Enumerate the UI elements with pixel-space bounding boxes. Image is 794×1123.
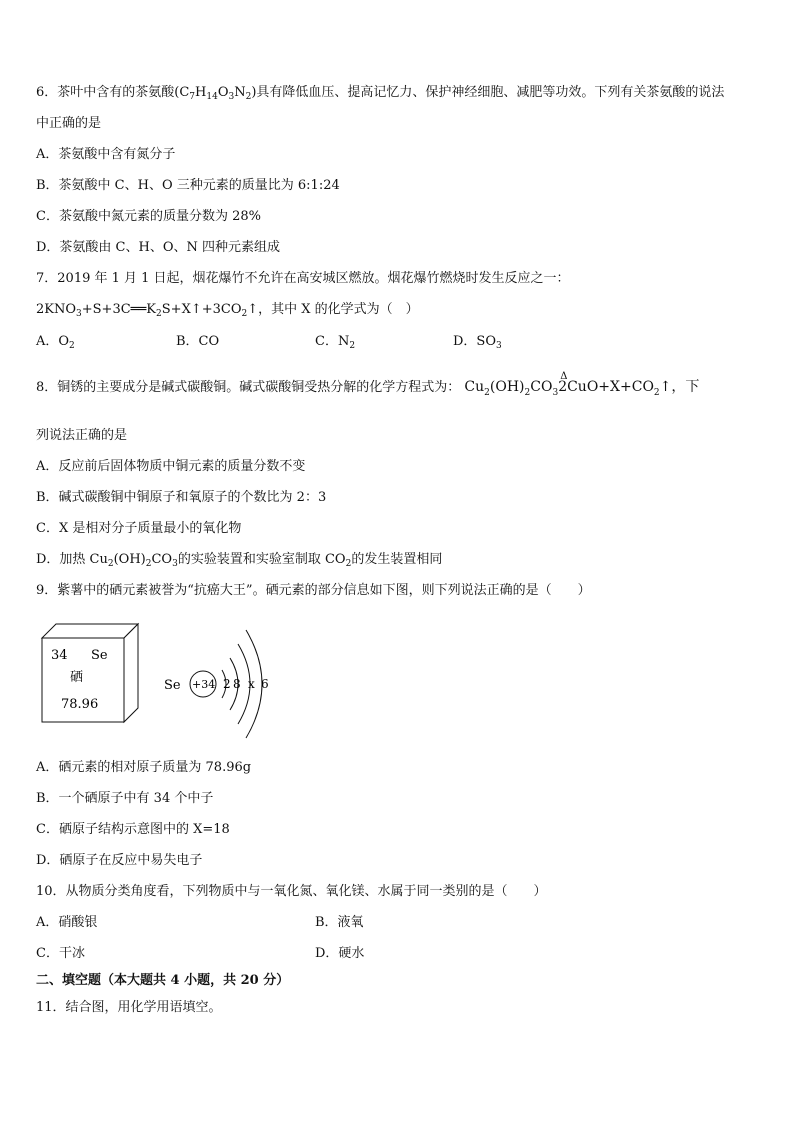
shell-count-4: 6 — [261, 677, 269, 691]
opt-sub: 3 — [496, 341, 502, 351]
q6-stem-part: 具有降低血压、提高记忆力、保护神经细胞、减肥等功效。下列有关茶氨酸的说法 — [256, 85, 725, 100]
q8-stem — [36, 371, 700, 402]
opt-sub: 2 — [345, 559, 352, 569]
q8-stem-text: 8．铜锈的主要成分是碱式碳酸铜。碱式碳酸铜受热分解的化学方程式为： — [36, 380, 461, 395]
opt-sub: 3 — [172, 559, 178, 569]
opt-text: B．CO — [176, 334, 220, 349]
eq-sub: 2 — [524, 388, 531, 398]
eq-part: ↑，其中 X 的化学式为（ ） — [247, 302, 419, 317]
opt-part: CO — [151, 552, 173, 567]
shell-count-1: 2 — [223, 677, 231, 691]
formula-part: H — [195, 85, 207, 100]
q7-option-a — [36, 333, 75, 355]
shell-count-2: 8 — [233, 677, 241, 691]
q10-option-c: C．干冰 — [36, 946, 85, 961]
formula-sub: 14 — [206, 92, 218, 102]
q9-option-a: A．硒元素的相对原子质量为 78.96g — [36, 760, 252, 775]
opt-text: C．N — [315, 334, 350, 349]
element-name: 硒 — [70, 670, 84, 685]
q6-option-c: C．茶氨酸中氮元素的质量分数为 28% — [36, 209, 261, 224]
q9-option-b: B．一个硒原子中有 34 个中子 — [36, 791, 214, 806]
eq-part: Cu — [464, 379, 485, 395]
q8-option-d — [36, 551, 442, 573]
q6-option-a: A．茶氨酸中含有氮分子 — [36, 147, 176, 162]
q6-stem — [36, 84, 724, 106]
q7-stem: 7．2019 年 1 月 1 日起，烟花爆竹不允许在高安城区燃放。烟花爆竹燃烧时发生反应之一： — [36, 271, 570, 286]
opt-part: D．加热 Cu — [36, 552, 108, 567]
nucleus-charge: +34 — [192, 678, 216, 691]
opt-part: 的实验装置和实验室制取 CO — [177, 552, 346, 567]
section-title: 二、填空题（本大题共 4 小题，共 20 分） — [36, 973, 290, 988]
opt-sub: 2 — [145, 559, 152, 569]
q8-stem-continued: 列说法正确的是 — [36, 428, 128, 443]
q7-option-b — [176, 333, 219, 351]
eq-sub: 2 — [653, 388, 660, 398]
eq-part: +S+3C══K — [81, 302, 157, 317]
q9-option-d: D．硒原子在反应中易失电子 — [36, 853, 203, 868]
opt-part: 的发生装置相同 — [351, 552, 443, 567]
element-number: 34 — [51, 648, 68, 663]
formula-part: ) — [251, 85, 257, 100]
formula-sub: 3 — [228, 92, 235, 102]
eq-sub: 2 — [156, 309, 162, 319]
formula-part: O — [217, 85, 229, 100]
atom-symbol: Se — [164, 678, 181, 693]
q9-option-c: C．硒原子结构示意图中的 X=18 — [36, 822, 230, 837]
formula-part: N — [234, 85, 246, 100]
atom-structure-diagram — [160, 622, 280, 742]
eq-part: ↑，下 — [659, 379, 700, 395]
q6-stem-part: 6．茶叶中含有的茶氨酸(C — [36, 85, 190, 100]
q8-option-b: B．碱式碳酸铜中铜原子和氧原子的个数比为 2：3 — [36, 490, 327, 505]
opt-sub: 2 — [107, 559, 114, 569]
formula-sub: 2 — [245, 92, 252, 102]
q8-equation — [464, 371, 700, 398]
q9-stem: 9．紫薯中的硒元素被誉为“抗癌大王”。硒元素的部分信息如下图，则下列说法正确的是（ ） — [36, 583, 591, 598]
eq-part: CO — [530, 379, 553, 395]
q6-option-b: B．茶氨酸中 C、H、O 三种元素的质量比为 6:1:24 — [36, 178, 340, 193]
q6-stem-continued: 中正确的是 — [36, 116, 102, 131]
q10-option-b: B．液氧 — [315, 915, 364, 930]
q7-option-d — [453, 333, 502, 355]
q6-option-d: D．茶氨酸由 C、H、O、N 四种元素组成 — [36, 240, 281, 255]
shell-count-3: x — [248, 677, 255, 691]
eq-sub: 3 — [552, 388, 559, 398]
eq-part: (OH) — [489, 379, 525, 395]
q10-option-a: A．硝酸银 — [36, 915, 98, 930]
delta-symbol: Δ — [560, 371, 568, 382]
eq-sub: 2 — [484, 388, 490, 398]
q7-option-c — [315, 333, 355, 355]
element-card-diagram — [36, 618, 146, 726]
q8-option-a: A．反应前后固体物质中铜元素的质量分数不变 — [36, 459, 306, 474]
q7-equation — [36, 301, 419, 323]
formula-sub: 7 — [189, 92, 196, 102]
element-mass: 78.96 — [61, 697, 99, 712]
q8-option-c: C．X 是相对分子质量最小的氧化物 — [36, 521, 242, 536]
opt-part: (OH) — [113, 552, 146, 567]
opt-text: A．O — [36, 334, 70, 349]
opt-text: D．SO — [453, 334, 496, 349]
eq-sub: 3 — [76, 309, 82, 319]
element-symbol: Se — [91, 648, 108, 663]
eq-part: 2KNO — [36, 302, 77, 317]
eq-part: 2CuO+X+CO — [558, 379, 654, 395]
eq-part: S+X↑+3CO — [161, 302, 242, 317]
q10-option-d: D．硬水 — [315, 946, 365, 961]
q10-stem: 10．从物质分类角度看，下列物质中与一氧化氮、氧化镁、水属于同一类别的是（ ） — [36, 884, 547, 899]
eq-sub: 2 — [241, 309, 248, 319]
q11-stem: 11．结合图，用化学用语填空。 — [36, 1000, 222, 1015]
opt-sub: 2 — [349, 341, 356, 351]
opt-sub: 2 — [69, 341, 75, 351]
